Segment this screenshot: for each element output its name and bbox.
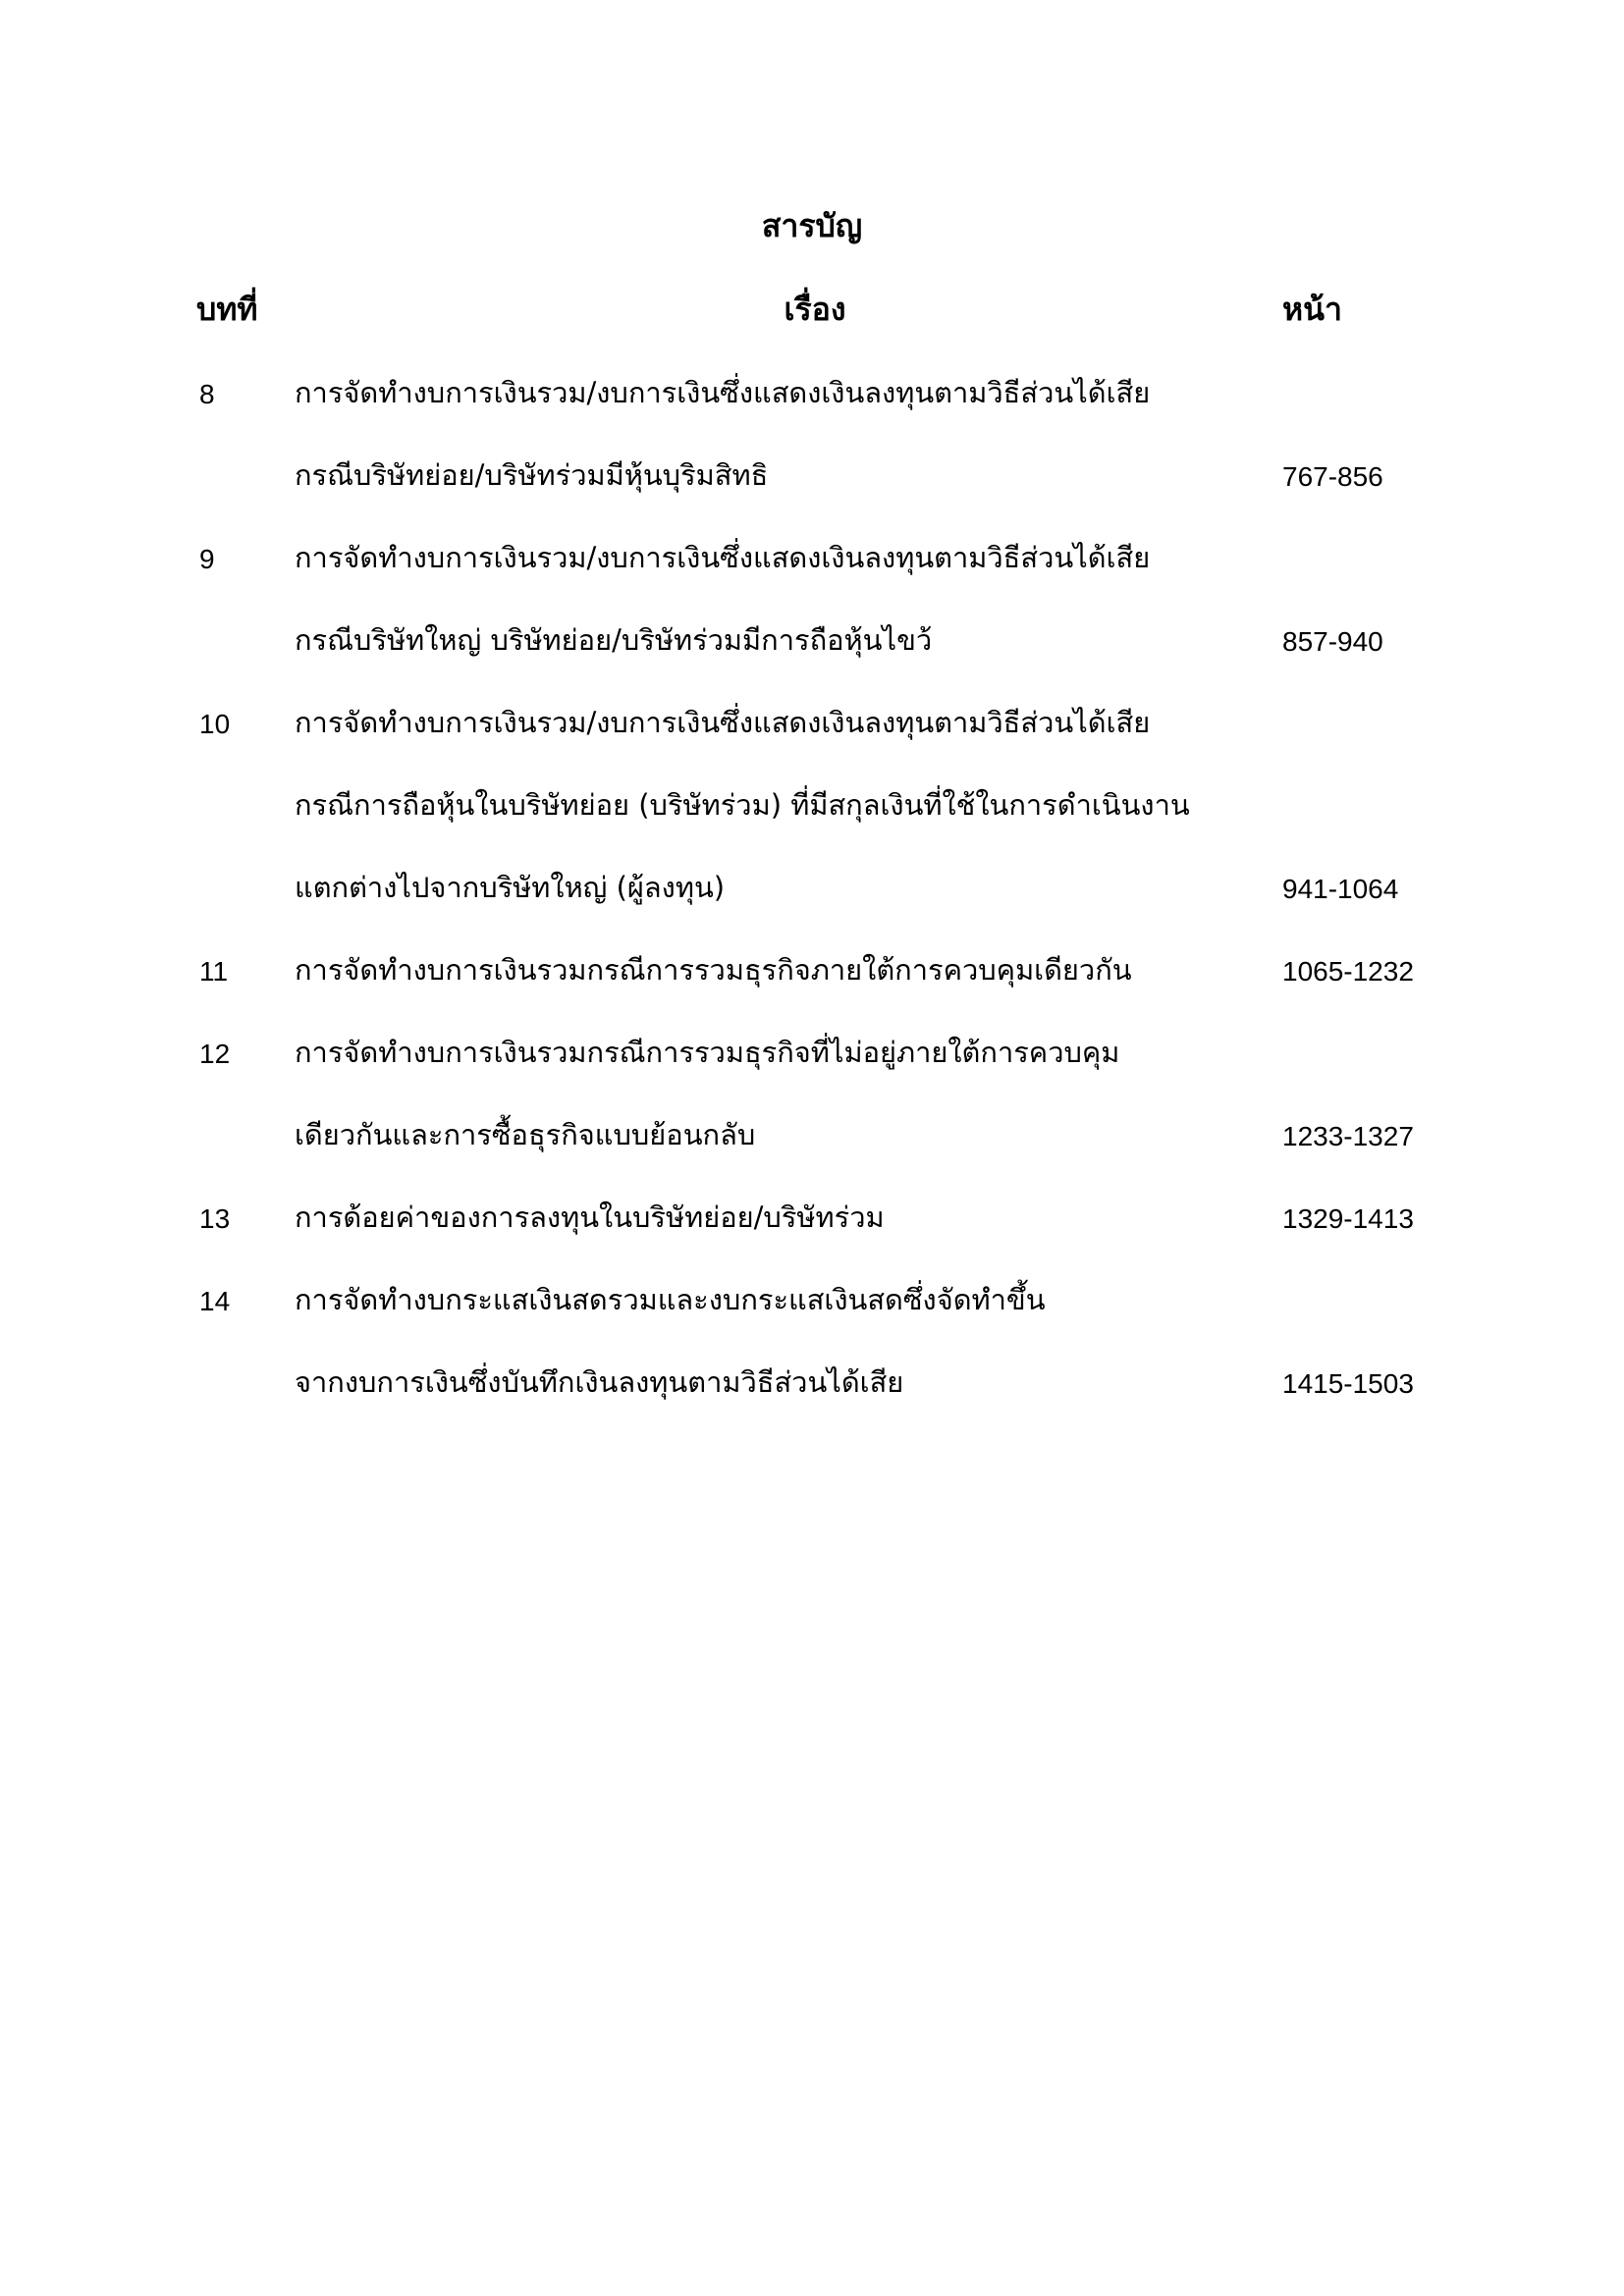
toc-header — [0, 285, 1624, 334]
chapter-title-line: การจัดทำงบกระแสเงินสดรวมและงบกระแสเงินสดซึ่งจัดทำขึ้น — [295, 1283, 1046, 1316]
chapter-title-line: กรณีการถือหุ้นในบริษัทย่อย (บริษัทร่วม) ที่มีสกุลเงินที่ใช้ในการดำเนินงาน — [295, 788, 1190, 822]
page-range: 767-856 — [1282, 461, 1383, 492]
toc-entry-line — [0, 368, 1624, 451]
page-range: 1329-1413 — [1282, 1203, 1414, 1234]
toc-entry — [0, 533, 1624, 698]
chapter-title-line: การจัดทำงบการเงินรวมกรณีการรวมธุรกิจภายใต้การควบคุมเดียวกัน — [295, 953, 1132, 987]
chapter-title-line: แตกต่างไปจากบริษัทใหญ่ (ผู้ลงทุน) — [295, 871, 726, 904]
toc-entry-line — [0, 1275, 1624, 1358]
chapter-number: 10 — [199, 709, 231, 739]
chapter-title-line: การจัดทำงบการเงินรวม/งบการเงินซึ่งแสดงเงินลงทุนตามวิธีส่วนได้เสีย — [295, 376, 1151, 409]
chapter-number: 13 — [199, 1203, 231, 1234]
chapter-title-line: การจัดทำงบการเงินรวม/งบการเงินซึ่งแสดงเงินลงทุนตามวิธีส่วนได้เสีย — [295, 706, 1151, 739]
chapter-number: 9 — [199, 544, 215, 574]
chapter-title-line: กรณีบริษัทย่อย/บริษัทร่วมมีหุ้นบุริมสิทธิ — [295, 458, 769, 492]
page-column-header: หน้า — [1282, 291, 1342, 328]
page-range: 857-940 — [1282, 626, 1383, 657]
toc-entry-line — [0, 945, 1624, 1028]
chapter-number: 11 — [199, 956, 229, 987]
chapter-title-line: การจัดทำงบการเงินรวมกรณีการรวมธุรกิจที่ไม่อยู่ภายใต้การควบคุม — [295, 1036, 1120, 1069]
toc-entry — [0, 1028, 1624, 1193]
page-range: 1065-1232 — [1282, 956, 1414, 987]
toc-entry — [0, 698, 1624, 945]
page-range: 1415-1503 — [1282, 1368, 1414, 1399]
chapter-title-line: จากงบการเงินซึ่งบันทึกเงินลงทุนตามวิธีส่วนได้เสีย — [295, 1365, 904, 1399]
toc-entry — [0, 1193, 1624, 1275]
page-range: 941-1064 — [1282, 874, 1399, 904]
toc-entry-line — [0, 1110, 1624, 1193]
chapter-title-line: กรณีบริษัทใหญ่ บริษัทย่อย/บริษัทร่วมมีการถือหุ้นไขว้ — [295, 623, 933, 657]
toc-entry-line — [0, 533, 1624, 615]
toc-entry-line — [0, 780, 1624, 863]
chapter-column-header: บทที่ — [196, 291, 258, 328]
page-title: สารบัญ — [761, 207, 863, 244]
toc-entry — [0, 1275, 1624, 1440]
toc-entry-line — [0, 863, 1624, 945]
toc-entry-line — [0, 1028, 1624, 1110]
toc-entry-line — [0, 1193, 1624, 1275]
chapter-number: 8 — [199, 379, 215, 409]
toc-entry — [0, 945, 1624, 1028]
chapter-title-line: การจัดทำงบการเงินรวม/งบการเงินซึ่งแสดงเงินลงทุนตามวิธีส่วนได้เสีย — [295, 541, 1151, 574]
page-range: 1233-1327 — [1282, 1121, 1414, 1151]
chapter-title-line: การด้อยค่าของการลงทุนในบริษัทย่อย/บริษัทร่วม — [295, 1201, 885, 1234]
toc-entry-line — [0, 615, 1624, 698]
chapter-title-line: เดียวกันและการซื้อธุรกิจแบบย้อนกลับ — [295, 1118, 756, 1151]
subject-column-header: เรื่อง — [784, 291, 846, 328]
toc-entry-line — [0, 451, 1624, 533]
toc-list — [0, 368, 1624, 1440]
chapter-number: 12 — [199, 1039, 231, 1069]
toc-entry-line — [0, 698, 1624, 780]
toc-entry-line — [0, 1358, 1624, 1440]
toc-entry — [0, 368, 1624, 533]
chapter-number: 14 — [199, 1286, 231, 1316]
